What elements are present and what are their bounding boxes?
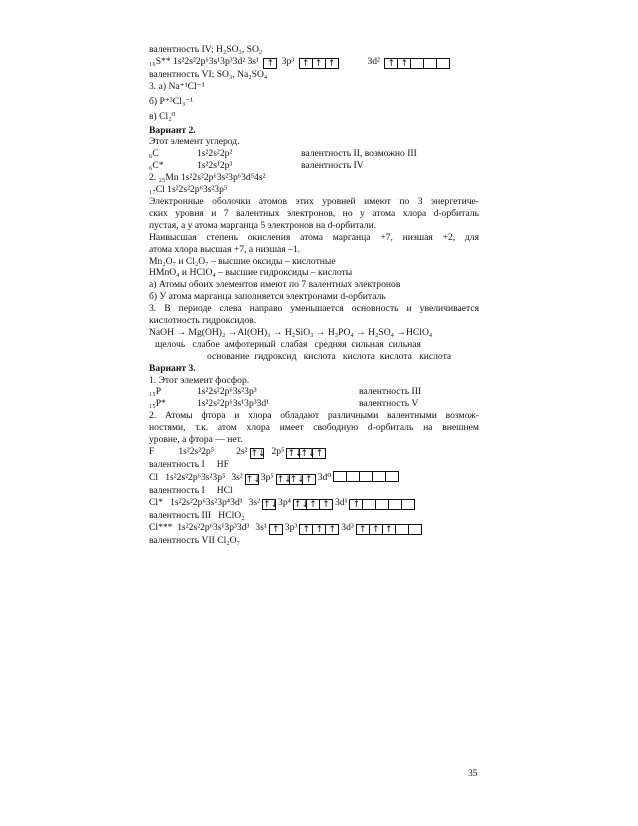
valence-text: валентность V [359, 398, 419, 410]
orbital-cell: ↑ [325, 524, 339, 535]
sublevel-label: 2s² [236, 446, 248, 457]
orbital-cell [372, 471, 386, 482]
orbital-cell: ↑ [312, 524, 326, 535]
text-line: 3. а) Na⁺¹Cl⁻¹ [149, 80, 205, 92]
sublevel-label: 3s² [231, 471, 243, 483]
orbital-diagram-row [149, 471, 479, 485]
text-line: пустая, а у атома марганца 5 электронов на d-орбитали. [149, 219, 377, 231]
orbital-cell: ↑↓ [289, 474, 305, 485]
orbital-cell [410, 58, 424, 69]
sublevel-label: 3p⁵ [260, 471, 274, 483]
electron-config: Cl* 1s²2s²2p⁶3s²3p⁴3d¹ [149, 496, 243, 508]
orbital-diagram-row [149, 497, 479, 510]
text-line: валентность VII Cl₂O₇ [149, 534, 240, 546]
orbital-boxes-2p [286, 448, 326, 459]
text-line: а) Атомы обоих элементов имеют по 7 валентных электронов [149, 279, 401, 291]
orbital-boxes-3s [262, 499, 279, 510]
orbital-diagram-row [149, 522, 479, 535]
electron-config: 1s²2s¹2p³ [197, 160, 233, 172]
text-line: Этот элемент углерод. [149, 136, 240, 148]
text-line: б) P⁺³Cl₃⁻¹ [149, 95, 194, 107]
sublevel-label: 3d⁰ [317, 471, 332, 483]
text-line: кислотность гидроксидов. [149, 315, 257, 327]
orbital-cell [362, 499, 376, 510]
orbital-cell: ↑↓ [263, 499, 279, 510]
valence-text: валентность III [359, 386, 422, 398]
orbital-boxes-3s [245, 474, 259, 485]
orbital-cell: ↑ [356, 524, 370, 535]
orbital-diagram-row [149, 446, 479, 459]
valence-text: валентность IV [301, 160, 364, 172]
orbital-boxes-2s [250, 448, 264, 459]
orbital-cell [401, 499, 415, 510]
sublevel-label: 3d³ [341, 521, 354, 533]
text-line: валентность I HF [149, 459, 229, 470]
valence-text: валентность II, возможно III [301, 148, 417, 160]
orbital-boxes-3p [293, 499, 333, 510]
orbital-cell: ↑ [269, 524, 283, 535]
text-line: Наивысшая степень окисления атома марганца +7, низшая +2, для [149, 231, 479, 243]
text-line: ностями, т.к. атом хлора имеет свободную d-орбиталь на внешнем [149, 422, 479, 434]
text-line: валентность VI; SO₃, Na₂SO₄ [149, 68, 268, 80]
orbital-cell: ↑↓ [250, 449, 266, 459]
orbital-cell [423, 58, 437, 69]
orbital-cell: ↑ [349, 499, 363, 510]
orbital-cell [408, 524, 422, 535]
sublevel-label: 3s² [248, 496, 261, 508]
orbital-cell: ↑ [397, 58, 411, 69]
orbital-cell: ↑ [382, 524, 396, 535]
sublevel-label: 3p³ [284, 521, 298, 533]
orbital-cell: ↑↓ [245, 474, 261, 485]
reaction-series: NaOH → Mg(OH)₂ →Al(OH)₃ → H₂SiO₃ → H₃PO₄ → H₂SO₄ →HClO₄ [149, 326, 433, 338]
text-line: Mn₂O₇ и Cl₂O₇ – высшие оксиды – кислотные [149, 255, 336, 267]
config-row [149, 398, 479, 410]
text-line: 3. В периоде слева направо уменьшается основность и увеличивается [149, 303, 479, 315]
orbital-diagram-row [149, 56, 479, 69]
text-line: уровне, а фтора — нет. [149, 434, 243, 446]
orbital-boxes-3p [299, 58, 339, 69]
orbital-cell: ↑↓ [300, 449, 316, 459]
orbital-boxes-3s [263, 58, 277, 69]
text-line: б) У атома марганца заполняется электронами d-орбиталь [149, 291, 386, 303]
orbital-boxes-3p [276, 474, 316, 485]
orbital-cell: ↑ [302, 474, 316, 485]
sublevel-label: 3s¹ [255, 521, 267, 533]
orbital-cell: ↑ [306, 499, 320, 510]
text-line: 1. Этот элемент фосфор. [149, 374, 250, 386]
orbital-boxes-3d [349, 499, 415, 510]
orbital-cell: ↑ [369, 524, 383, 535]
electron-config: 1s²2s²2p² [197, 148, 233, 160]
sublevel-label: 3p⁴ [278, 496, 291, 508]
orbital-cell [436, 58, 450, 69]
electron-config: Cl 1s²2s²2p⁶3s²3p⁵ [149, 471, 226, 483]
orbital-cell [395, 524, 409, 535]
orbital-cell: ↑ [319, 499, 333, 510]
text-line: 2. Атомы фтора и хлора обладают различными валентными возмож- [149, 410, 479, 422]
orbital-cell: ↑↓ [294, 499, 310, 510]
text-line: щелочь слабое амфотерный слабая средняя сильная сильная [155, 338, 421, 350]
orbital-cell: ↑ [263, 58, 277, 69]
element-symbol: ₁₅P* [149, 398, 166, 410]
sublevel-label: 2p⁵ [271, 446, 285, 457]
text-line: основание гидроксид кислота кислота кислота кислота [207, 350, 452, 362]
orbital-cell: ↑ [325, 58, 339, 69]
electron-config: 1s²2s²2p⁶3s¹3p³3d¹ [197, 398, 270, 410]
text-line: Электронные оболочки атомов этих уровней имеют по 3 энергетиче- [149, 195, 479, 207]
orbital-boxes-3s [269, 524, 283, 535]
config-row [149, 386, 479, 398]
orbital-cell [375, 499, 389, 510]
page-content [149, 44, 479, 547]
section-heading: Вариант 3. [149, 362, 196, 374]
orbital-cell: ↑ [312, 448, 326, 459]
config-row [149, 148, 479, 160]
orbital-cell: ↑ [299, 58, 313, 69]
orbital-cell: ↑↓ [276, 474, 292, 485]
config-row [149, 160, 479, 172]
orbital-cell [333, 471, 347, 482]
orbital-boxes-3d [356, 524, 422, 535]
element-symbol: ₁₅P [149, 386, 162, 398]
sublevel-label: 3p³ [281, 55, 295, 67]
electron-config: ₁₆S** 1s²2s²2p⁶3s¹3p³3d² 3s¹ [149, 55, 259, 67]
section-heading: Вариант 2. [149, 124, 196, 136]
electron-config: F 1s²2s²2p⁵ [149, 446, 215, 457]
orbital-cell: ↑ [384, 58, 398, 69]
text-line: атома хлора высшая +7, а низшая –1. [149, 243, 301, 255]
text-line: 2. ₂₅Mn 1s²2s²2p⁶3s²3p⁶3d⁵4s² [149, 172, 266, 184]
electron-config: 1s²2s²2p⁶3s²3p³ [197, 386, 257, 398]
text-line: ₁₇Cl 1s²2s²2p⁶3s²3p⁵ [149, 184, 228, 196]
text-line: валентность III HClO₂ [149, 509, 245, 521]
text-line: валентность IV; H₂SO₃, SO₂ [149, 44, 263, 55]
page-number: 35 [468, 768, 478, 779]
orbital-cell: ↑ [299, 524, 313, 535]
text-line: в) Cl₂⁰ [149, 110, 176, 122]
element-symbol: ₆C* [149, 160, 164, 172]
sublevel-label: 3d¹ [335, 496, 348, 508]
orbital-boxes-3p [299, 524, 339, 535]
orbital-cell: ↑↓ [287, 449, 303, 459]
text-line: HMnO₄ и HClO₄ – высшие гидроксиды – кислоты [149, 267, 353, 279]
element-symbol: ₆C [149, 148, 159, 160]
text-line: ских уровня и 7 валентных электронов, но у атома хлора d-орбиталь [149, 207, 479, 219]
orbital-cell [346, 471, 360, 482]
orbital-cell [385, 471, 399, 482]
orbital-boxes-3d [333, 471, 399, 482]
orbital-cell: ↑ [312, 58, 326, 69]
orbital-boxes-3d [384, 58, 450, 69]
orbital-cell [359, 471, 373, 482]
electron-config: Cl*** 1s²2s²2p⁶3s¹3p³3d³ [149, 521, 250, 533]
text-line: валентность I HCl [149, 484, 233, 496]
sublevel-label: 3d² [367, 55, 380, 67]
orbital-cell [388, 499, 402, 510]
